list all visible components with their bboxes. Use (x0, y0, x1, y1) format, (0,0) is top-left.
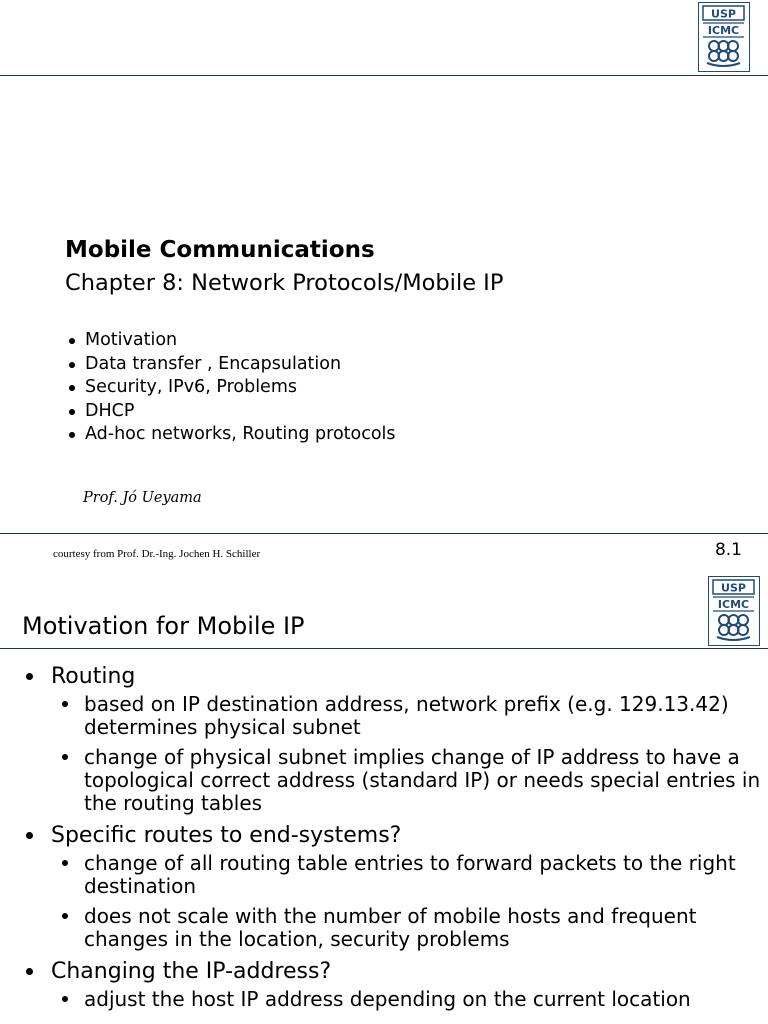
bullet-item (22, 822, 762, 951)
bullet-item (22, 958, 762, 1011)
topic-list (68, 329, 396, 447)
logo-top-text: USP (721, 581, 746, 595)
topic-item: Ad-hoc networks, Routing protocols (68, 423, 396, 447)
logo-bottom-text: ICMC (707, 24, 740, 37)
bullet-list (22, 663, 762, 1018)
usp-icmc-logo (698, 2, 750, 72)
footer-rule (0, 533, 768, 534)
sub-bullet-list (51, 852, 762, 951)
bullet-text: Specific routes to end-systems? (51, 823, 402, 848)
presentation-title: Mobile Communications (65, 237, 375, 263)
page-number: 8.1 (714, 540, 742, 560)
sub-bullet-item: does not scale with the number of mobile hosts and frequent changes in the location, security problems (62, 905, 762, 951)
usp-icmc-logo-icon (709, 577, 758, 644)
bullet-item (22, 663, 762, 815)
header-rule (0, 75, 768, 76)
footer-credit: courtesy from Prof. Dr.-Ing. Jochen H. Schiller (53, 548, 261, 560)
chapter-subtitle: Chapter 8: Network Protocols/Mobile IP (65, 270, 504, 296)
sub-bullet-list (51, 693, 762, 815)
slide-motivation (0, 572, 768, 1024)
title-rule (0, 648, 768, 649)
bullet-text: Changing the IP-address? (51, 959, 332, 984)
author-name: Prof. Jó Ueyama (83, 490, 202, 506)
topic-item: Security, IPv6, Problems (68, 376, 396, 400)
topic-item: Data transfer , Encapsulation (68, 353, 396, 377)
logo-bottom-text: ICMC (717, 598, 750, 611)
sub-bullet-item: based on IP destination address, network prefix (e.g. 129.13.42) determines physical subnet (62, 693, 762, 739)
topic-item: Motivation (68, 329, 396, 353)
sub-bullet-list (51, 988, 762, 1011)
usp-icmc-logo-icon (699, 3, 748, 70)
topic-item: DHCP (68, 400, 396, 424)
usp-icmc-logo (708, 576, 760, 646)
bullet-text: Routing (51, 664, 136, 689)
sub-bullet-item: adjust the host IP address depending on the current location (62, 988, 762, 1011)
sub-bullet-item: change of physical subnet implies change of IP address to have a topological correct address (standard IP) or needs special entries in the routing tables (62, 746, 762, 815)
logo-top-text: USP (711, 7, 736, 21)
slide-title: Motivation for Mobile IP (22, 612, 305, 640)
sub-bullet-item: change of all routing table entries to forward packets to the right destination (62, 852, 762, 898)
